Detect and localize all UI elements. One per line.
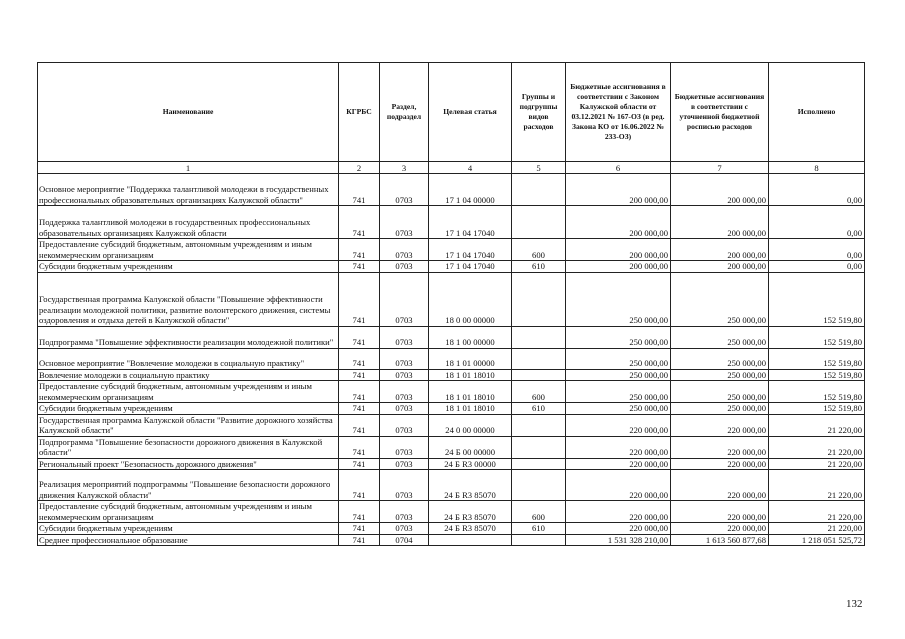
table-row <box>38 326 865 348</box>
row-group <box>512 174 566 206</box>
row-alloc-refined: 250 000,00 <box>671 348 769 369</box>
row-group: 610 <box>512 523 566 535</box>
row-alloc-law: 250 000,00 <box>566 326 671 348</box>
row-alloc-law: 220 000,00 <box>566 458 671 470</box>
row-target: 24 Б R3 85070 <box>429 501 512 523</box>
row-section: 0703 <box>380 206 429 239</box>
row-alloc-refined: 220 000,00 <box>671 458 769 470</box>
row-kgrbs: 741 <box>339 523 380 535</box>
row-section: 0703 <box>380 381 429 403</box>
header-target: Целевая статья <box>429 63 512 162</box>
row-executed: 21 220,00 <box>769 458 865 470</box>
row-alloc-law: 250 000,00 <box>566 348 671 369</box>
row-name: Вовлечение молодежи в социальную практику <box>38 369 339 381</box>
row-executed: 152 519,80 <box>769 381 865 403</box>
row-kgrbs: 741 <box>339 501 380 523</box>
row-kgrbs: 741 <box>339 261 380 273</box>
row-group <box>512 326 566 348</box>
row-executed: 152 519,80 <box>769 272 865 326</box>
table-row <box>38 239 865 261</box>
row-group: 610 <box>512 261 566 273</box>
row-group: 600 <box>512 501 566 523</box>
row-alloc-refined: 250 000,00 <box>671 326 769 348</box>
row-kgrbs: 741 <box>339 381 380 403</box>
row-alloc-law: 1 531 328 210,00 <box>566 534 671 546</box>
col-number: 1 <box>38 162 339 174</box>
row-alloc-law: 250 000,00 <box>566 381 671 403</box>
row-alloc-law: 220 000,00 <box>566 523 671 535</box>
table-row <box>38 206 865 239</box>
row-section: 0703 <box>380 523 429 535</box>
row-alloc-law: 220 000,00 <box>566 470 671 501</box>
row-section: 0703 <box>380 326 429 348</box>
row-kgrbs: 741 <box>339 470 380 501</box>
row-alloc-law: 200 000,00 <box>566 206 671 239</box>
row-name: Поддержка талантливой молодежи в государственных профессиональных образовательных организациях Калужской области <box>38 206 339 239</box>
page-number: 132 <box>846 598 863 610</box>
row-alloc-law: 220 000,00 <box>566 436 671 458</box>
row-section: 0703 <box>380 458 429 470</box>
row-section: 0703 <box>380 261 429 273</box>
row-target: 18 1 01 18010 <box>429 369 512 381</box>
row-alloc-law: 200 000,00 <box>566 239 671 261</box>
row-group <box>512 458 566 470</box>
row-target: 17 1 04 17040 <box>429 206 512 239</box>
header-groups: Группы и подгруппы видов расходов <box>512 63 566 162</box>
row-target: 18 1 01 18010 <box>429 403 512 415</box>
row-name: Субсидии бюджетным учреждениям <box>38 261 339 273</box>
row-section: 0703 <box>380 501 429 523</box>
row-group <box>512 534 566 546</box>
row-alloc-refined: 250 000,00 <box>671 381 769 403</box>
row-target: 18 1 01 18010 <box>429 381 512 403</box>
row-target: 17 1 04 17040 <box>429 239 512 261</box>
table-row <box>38 436 865 458</box>
row-kgrbs: 741 <box>339 403 380 415</box>
row-name: Основное мероприятие "Поддержка талантливой молодежи в государственных профессиональных образовательных организациях Калужской области" <box>38 174 339 206</box>
row-alloc-refined: 1 613 560 877,68 <box>671 534 769 546</box>
row-name: Государственная программа Калужской области "Развитие дорожного хозяйства Калужской области" <box>38 414 339 436</box>
table-row <box>38 458 865 470</box>
row-alloc-law: 220 000,00 <box>566 501 671 523</box>
row-target: 18 1 01 00000 <box>429 348 512 369</box>
col-number: 3 <box>380 162 429 174</box>
row-name: Предоставление субсидий бюджетным, автономным учреждениям и иным некоммерческим организациям <box>38 501 339 523</box>
row-name: Предоставление субсидий бюджетным, автономным учреждениям и иным некоммерческим организациям <box>38 239 339 261</box>
row-kgrbs: 741 <box>339 206 380 239</box>
row-section: 0703 <box>380 239 429 261</box>
row-name: Субсидии бюджетным учреждениям <box>38 523 339 535</box>
col-number: 2 <box>339 162 380 174</box>
row-group <box>512 272 566 326</box>
row-target: 24 Б R3 00000 <box>429 458 512 470</box>
row-kgrbs: 741 <box>339 436 380 458</box>
col-number: 7 <box>671 162 769 174</box>
row-group <box>512 369 566 381</box>
row-alloc-refined: 250 000,00 <box>671 369 769 381</box>
row-name: Основное мероприятие "Вовлечение молодежи в социальную практику" <box>38 348 339 369</box>
row-alloc-refined: 250 000,00 <box>671 403 769 415</box>
row-target <box>429 534 512 546</box>
row-alloc-refined: 220 000,00 <box>671 523 769 535</box>
row-name: Подпрограмма "Повышение безопасности дорожного движения в Калужской области" <box>38 436 339 458</box>
row-alloc-law: 250 000,00 <box>566 272 671 326</box>
row-target: 18 0 00 00000 <box>429 272 512 326</box>
row-alloc-refined: 220 000,00 <box>671 414 769 436</box>
row-kgrbs: 741 <box>339 272 380 326</box>
row-section: 0703 <box>380 348 429 369</box>
row-target: 24 Б R3 85070 <box>429 523 512 535</box>
row-executed: 0,00 <box>769 239 865 261</box>
budget-table <box>37 62 865 546</box>
row-executed: 152 519,80 <box>769 348 865 369</box>
header-executed: Исполнено <box>769 63 865 162</box>
row-group <box>512 348 566 369</box>
header-alloc-refined: Бюджетные ассигнования в соответствии с уточненной бюджетной росписью расходов <box>671 63 769 162</box>
header-section: Раздел, подраздел <box>380 63 429 162</box>
row-alloc-law: 220 000,00 <box>566 414 671 436</box>
row-kgrbs: 741 <box>339 174 380 206</box>
row-group <box>512 436 566 458</box>
row-section: 0703 <box>380 403 429 415</box>
row-group <box>512 206 566 239</box>
row-executed: 152 519,80 <box>769 403 865 415</box>
row-target: 17 1 04 17040 <box>429 261 512 273</box>
row-executed: 1 218 051 525,72 <box>769 534 865 546</box>
row-kgrbs: 741 <box>339 369 380 381</box>
row-kgrbs: 741 <box>339 239 380 261</box>
row-group: 600 <box>512 381 566 403</box>
header-name: Наименование <box>38 63 339 162</box>
table-row <box>38 414 865 436</box>
row-alloc-refined: 200 000,00 <box>671 206 769 239</box>
row-section: 0703 <box>380 414 429 436</box>
row-kgrbs: 741 <box>339 414 380 436</box>
table-row <box>38 381 865 403</box>
row-name: Субсидии бюджетным учреждениям <box>38 403 339 415</box>
table-row <box>38 523 865 535</box>
row-target: 24 Б R3 85070 <box>429 470 512 501</box>
row-executed: 0,00 <box>769 206 865 239</box>
row-section: 0703 <box>380 174 429 206</box>
row-alloc-law: 200 000,00 <box>566 261 671 273</box>
table-row <box>38 369 865 381</box>
table-row <box>38 501 865 523</box>
row-section: 0703 <box>380 436 429 458</box>
row-target: 17 1 04 00000 <box>429 174 512 206</box>
row-kgrbs: 741 <box>339 458 380 470</box>
row-executed: 0,00 <box>769 261 865 273</box>
row-alloc-law: 250 000,00 <box>566 403 671 415</box>
row-executed: 152 519,80 <box>769 326 865 348</box>
table-body <box>38 174 865 546</box>
row-group <box>512 470 566 501</box>
row-alloc-refined: 200 000,00 <box>671 261 769 273</box>
column-numbers-row <box>38 162 865 174</box>
row-alloc-refined: 200 000,00 <box>671 239 769 261</box>
row-executed: 21 220,00 <box>769 414 865 436</box>
row-kgrbs: 741 <box>339 348 380 369</box>
row-group <box>512 414 566 436</box>
row-kgrbs: 741 <box>339 326 380 348</box>
row-name: Предоставление субсидий бюджетным, автономным учреждениям и иным некоммерческим организациям <box>38 381 339 403</box>
col-number: 8 <box>769 162 865 174</box>
row-alloc-refined: 220 000,00 <box>671 436 769 458</box>
header-alloc-law: Бюджетные ассигнования в соответствии с Законом Калужской области от 03.12.2021 № 167-ОЗ (в ред. Закона КО от 16.06.2022 № 233-ОЗ) <box>566 63 671 162</box>
row-group: 600 <box>512 239 566 261</box>
table-row <box>38 470 865 501</box>
row-section: 0703 <box>380 369 429 381</box>
row-executed: 21 220,00 <box>769 470 865 501</box>
col-number: 4 <box>429 162 512 174</box>
table-row <box>38 403 865 415</box>
row-kgrbs: 741 <box>339 534 380 546</box>
row-executed: 21 220,00 <box>769 436 865 458</box>
row-name: Среднее профессиональное образование <box>38 534 339 546</box>
row-executed: 152 519,80 <box>769 369 865 381</box>
row-name: Государственная программа Калужской области "Повышение эффективности реализации молодежной политики, развитие волонтерского движения, системы оздоровления и отдыха детей в Калужской области" <box>38 272 339 326</box>
row-executed: 0,00 <box>769 174 865 206</box>
row-name: Региональный проект "Безопасность дорожного движения" <box>38 458 339 470</box>
row-group: 610 <box>512 403 566 415</box>
row-alloc-law: 200 000,00 <box>566 174 671 206</box>
col-number: 5 <box>512 162 566 174</box>
row-alloc-refined: 220 000,00 <box>671 501 769 523</box>
row-alloc-refined: 200 000,00 <box>671 174 769 206</box>
row-target: 18 1 00 00000 <box>429 326 512 348</box>
header-kgrbs: КГРБС <box>339 63 380 162</box>
col-number: 6 <box>566 162 671 174</box>
row-section: 0704 <box>380 534 429 546</box>
table-row <box>38 272 865 326</box>
header-row <box>38 63 865 162</box>
row-target: 24 0 00 00000 <box>429 414 512 436</box>
row-name: Подпрограмма "Повышение эффективности реализации молодежной политики" <box>38 326 339 348</box>
table-row <box>38 261 865 273</box>
row-name: Реализация мероприятий подпрограммы "Повышение безопасности дорожного движения Калужской области" <box>38 470 339 501</box>
table-row <box>38 348 865 369</box>
row-alloc-refined: 220 000,00 <box>671 470 769 501</box>
row-executed: 21 220,00 <box>769 501 865 523</box>
table-row <box>38 534 865 546</box>
row-section: 0703 <box>380 272 429 326</box>
table-row <box>38 174 865 206</box>
row-executed: 21 220,00 <box>769 523 865 535</box>
row-target: 24 Б 00 00000 <box>429 436 512 458</box>
row-alloc-law: 250 000,00 <box>566 369 671 381</box>
row-section: 0703 <box>380 470 429 501</box>
row-alloc-refined: 250 000,00 <box>671 272 769 326</box>
